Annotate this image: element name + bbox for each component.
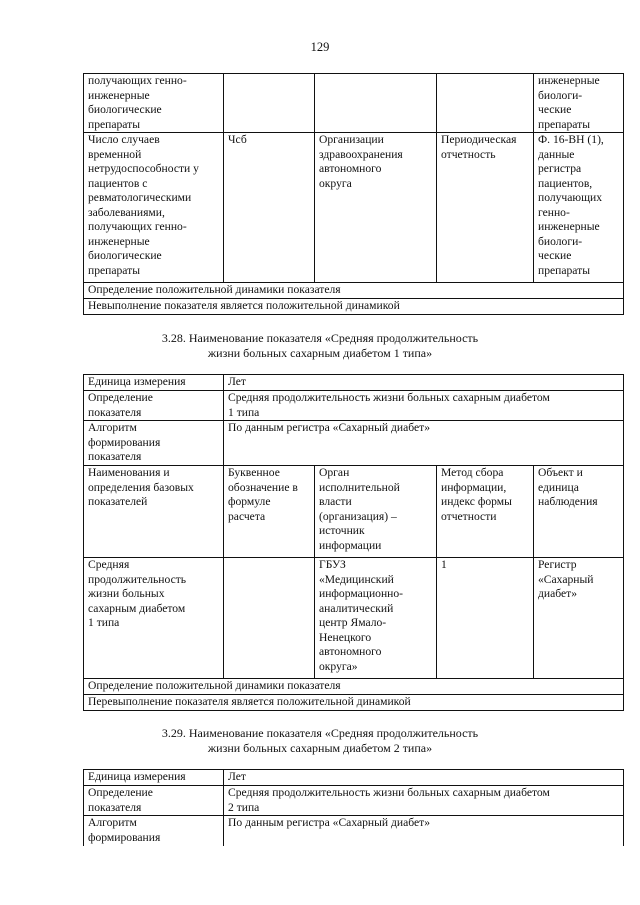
section-heading [0,331,640,361]
definition-value: Средняя продолжительность жизни больных сахарным диабетом 2 типа [224,786,624,816]
table-cell [224,558,315,679]
unit-label: Единица измерения [84,770,224,786]
table-row [84,466,624,558]
table-row [84,786,624,816]
positive-dynamics-label: Определение положительной динамики показателя [84,679,624,695]
positive-dynamics-text: Перевыполнение показателя является положительной динамикой [84,695,624,711]
definition-label: Определение показателя [84,391,224,421]
positive-dynamics-text: Невыполнение показателя является положительной динамикой [84,299,624,315]
indicator-table-3-29 [83,769,624,846]
table-cell: Ф. 16-ВН (1), данные регистра пациентов, получающих генно- инженерные биологи- ческие препараты [534,133,624,283]
heading-line: жизни больных сахарным диабетом 2 типа» [207,741,433,755]
table-cell: Число случаев временной нетрудоспособности у пациентов с ревматологическими заболеваниями, получающих генно- инженерные биологические препараты [84,133,224,283]
table-cell: 1 [437,558,534,679]
table-cell [224,74,315,133]
table-row [84,133,624,283]
page-number: 129 [310,40,330,54]
heading-line: 3.28. Наименование показателя «Средняя продолжительность [161,331,479,345]
table-header-cell: Метод сбора информации, индекс формы отчетности [437,466,534,558]
heading-line: жизни больных сахарным диабетом 1 типа» [207,346,433,360]
definition-label: Определение показателя [84,786,224,816]
table-row [84,558,624,679]
table-row [84,770,624,786]
table-header-cell: Буквенное обозначение в формуле расчета [224,466,315,558]
table-row [84,299,624,315]
table-row [84,283,624,299]
table-row [84,679,624,695]
table-row [84,375,624,391]
positive-dynamics-label: Определение положительной динамики показателя [84,283,624,299]
indicator-table-3-28 [83,374,624,711]
table-cell: Периодическая отчетность [437,133,534,283]
heading-line: 3.29. Наименование показателя «Средняя продолжительность [161,726,479,740]
algorithm-value: По данным регистра «Сахарный диабет» [224,816,624,846]
table-row [84,391,624,421]
table-header-cell: Наименования и определения базовых показателей [84,466,224,558]
table-cell: Организации здравоохранения автономного округа [315,133,437,283]
table-cell: Регистр «Сахарный диабет» [534,558,624,679]
unit-label: Единица измерения [84,375,224,391]
table-cell: Чсб [224,133,315,283]
table-cell: ГБУЗ «Медицинский информационно- аналитический центр Ямало- Ненецкого автономного округа» [315,558,437,679]
table-cell: получающих генно- инженерные биологические препараты [84,74,224,133]
table-row [84,695,624,711]
unit-value: Лет [224,770,624,786]
table-row [84,74,624,133]
table-cell: Средняя продолжительность жизни больных сахарным диабетом 1 типа [84,558,224,679]
table-row [84,421,624,466]
algorithm-value: По данным регистра «Сахарный диабет» [224,421,624,466]
table-header-cell: Объект и единица наблюдения [534,466,624,558]
table-cell: инженерные биологи- ческие препараты [534,74,624,133]
definition-value: Средняя продолжительность жизни больных сахарным диабетом 1 типа [224,391,624,421]
unit-value: Лет [224,375,624,391]
table-cell [437,74,534,133]
section-heading [0,726,640,756]
table-row [84,816,624,846]
table-header-cell: Орган исполнительной власти (организация) – источник информации [315,466,437,558]
algorithm-label: Алгоритм формирования показателя [84,421,224,466]
indicator-table-continued [83,73,624,315]
algorithm-label: Алгоритм формирования [84,816,224,846]
table-cell [315,74,437,133]
